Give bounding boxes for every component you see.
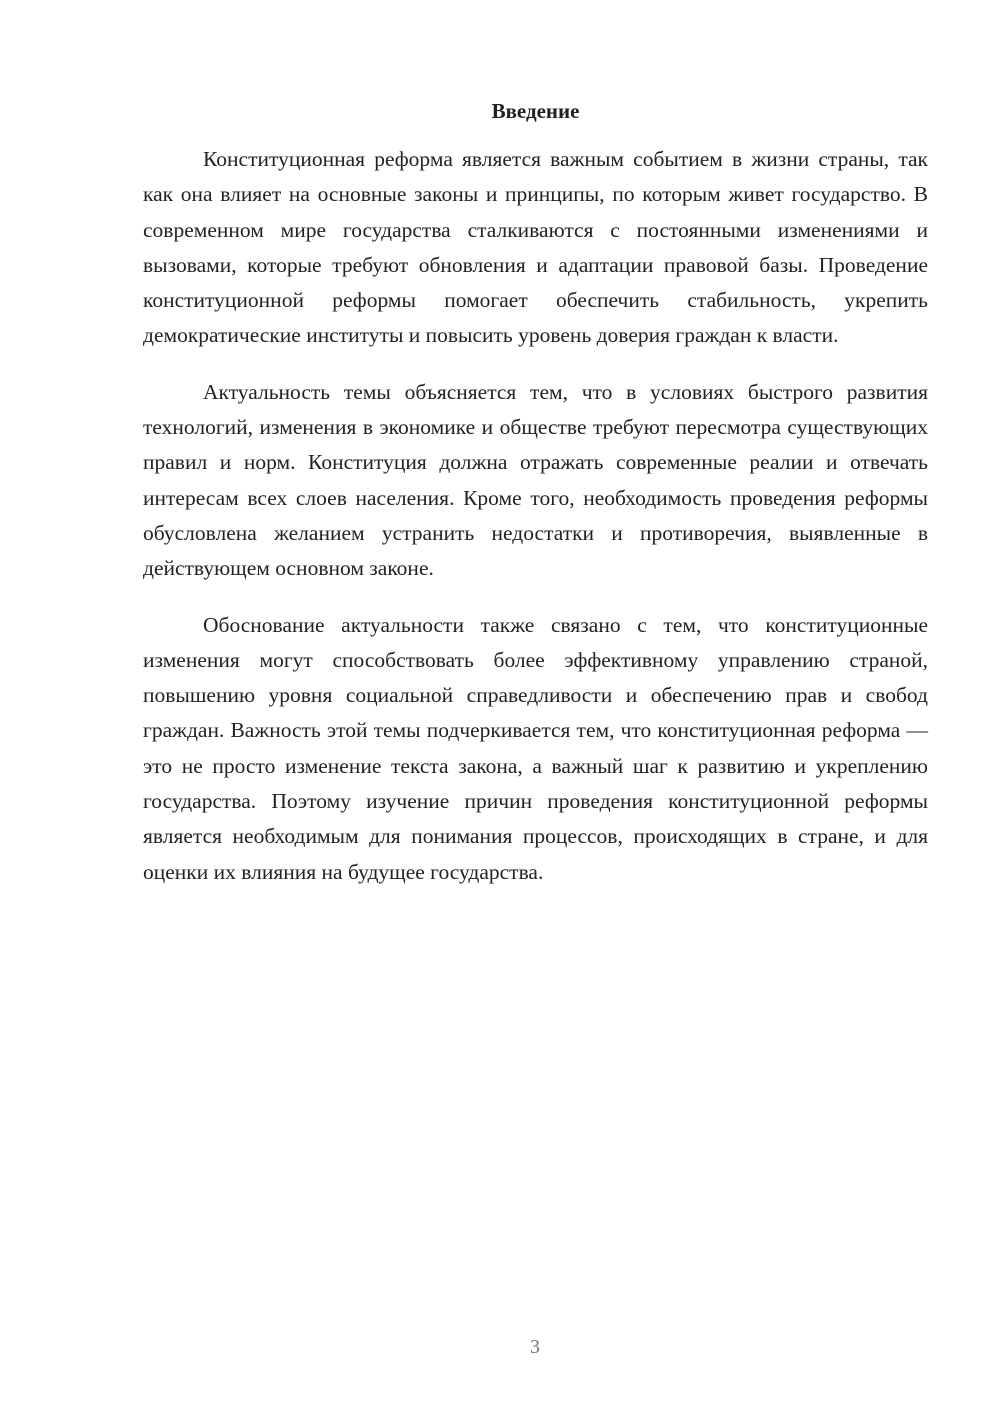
section-heading: Введение [491, 99, 580, 123]
paragraph-2: Актуальность темы объясняется тем, что в условиях быстрого развития технологий, изменения в экономике и обществе требуют пересмотра существующих правил и норм. Конституция должна отражать современные реалии и отвечать интересам всех слоев населения. Кроме того, необходимость проведения реформы обусловлена желанием устранить недостатки и противоречия, выявленные в действующем основном законе. [143, 379, 928, 581]
page-number: 3 [530, 1336, 540, 1358]
body-text [143, 142, 928, 911]
paragraph-3: Обоснование актуальности также связано с тем, что конституционные изменения могут способствовать более эффективному управлению страной, повышению уровня социальной справедливости и обеспечению прав и свобод граждан. Важность этой темы подчеркивается тем, что конституционная реформа — это не просто изменение текста закона, а важный шаг к развитию и укреплению государства. Поэтому изучение причин проведения конституционной реформы является необходимым для понимания процессов, происходящих в стране, и для оценки их влияния на будущее государства. [143, 612, 928, 884]
paragraph-1: Конституционная реформа является важным событием в жизни страны, так как она влияет на основные законы и принципы, по которым живет государство. В современном мире государства сталкиваются с постоянными изменениями и вызовами, которые требуют обновления и адаптации правовой базы. Проведение конституционной реформы помогает обеспечить стабильность, укрепить демократические институты и повысить уровень доверия граждан к власти. [143, 147, 928, 348]
